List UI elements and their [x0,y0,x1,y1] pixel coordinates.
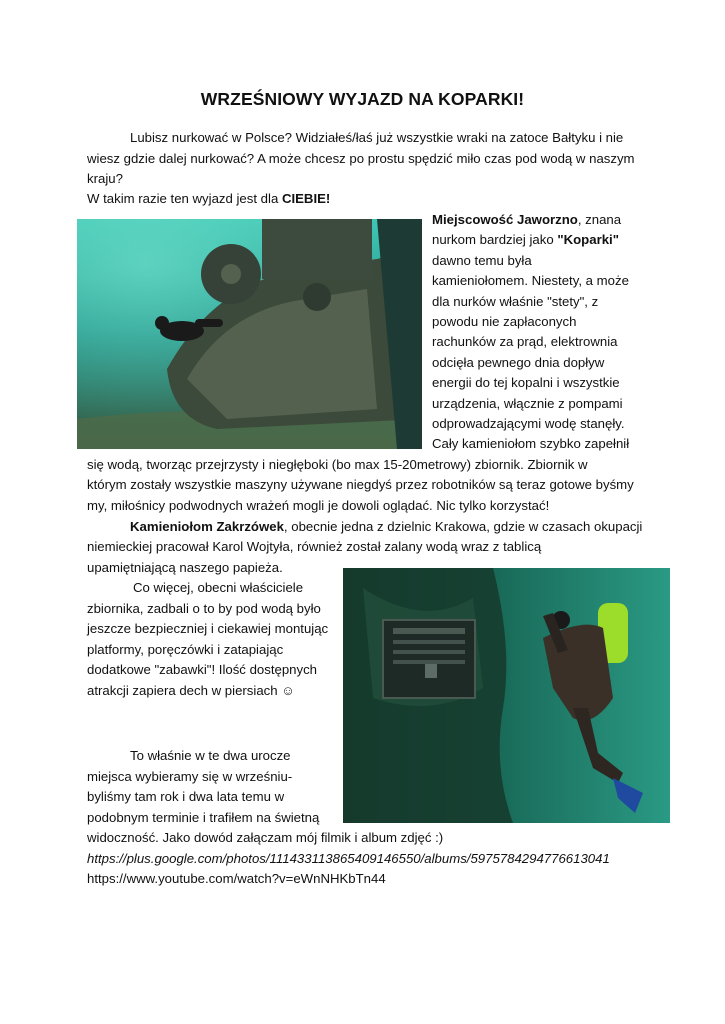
zakrzowek-line-1 [130,517,642,537]
zakrzowek-line-3: upamiętniającą naszego papieża. [87,560,283,575]
zakrzowek-line-1-rest: , obecnie jedna z dzielnic Krakowa, gdzie w czasach okupacji [283,519,643,534]
jaworzno-line-11: odprowadzającymi wodę stanęły. [432,416,625,431]
intro-line-3: kraju? [87,171,123,186]
intro-line-4-text: W takim razie ten wyjazd jest dla [87,191,282,206]
jaworzno-line-1 [432,210,621,230]
intro-line-1: Lubisz nurkować w Polsce? Widziałeś/łaś już wszystkie wraki na zatoce Bałtyku i nie [130,130,624,145]
outro-line-2: miejsca wybieramy się w wrześniu- [87,769,293,784]
jaworzno-line-14: którym zostały wszystkie maszyny używane niegdyś przez robotników są teraz gotowe byśmy [87,477,634,492]
koparki-emphasis: "Koparki" [557,232,619,247]
outro-line-5: widoczność. Jako dowód załączam mój filmik i album zdjęć :) [87,830,444,845]
zakrzowek-line-6: jeszcze bezpieczniej i ciekawiej montując [87,621,329,636]
jaworzno-line-10: urządzenia, włącznie z pompami [432,396,623,411]
zakrzowek-line-5: zbiornika, zadbali o to by pod wodą było [87,601,321,616]
jaworzno-line-13: się wodą, tworząc przejrzysty i niegłęboki (bo max 15-20metrowy) zbiornik. Zbiornik w [87,457,588,472]
jaworzno-line-9: energii do tej kopalni i wszystkie [432,375,620,390]
outro-line-4: podobnym terminie i trafiłem na świetną [87,810,320,825]
video-link[interactable]: https://www.youtube.com/watch?v=eWnNHKbTn44 [87,871,386,886]
intro-emphasis: CIEBIE! [281,191,331,206]
jaworzno-line-3: dawno temu była [432,253,532,268]
outro-line-3: byliśmy tam rok i dwa lata temu w [87,789,285,804]
jaworzno-line-2 [432,230,619,250]
jaworzno-line-5: dla nurków właśnie "stety", z [432,294,599,309]
jaworzno-place-name: Miejscowość Jaworzno [432,212,578,227]
jaworzno-line-8: odcięła pewnego dnia dopływ [432,355,605,370]
jaworzno-line-15: my, miłośnicy podwodnych wrażeń mogli je dowoli oglądać. Nic tylko korzystać! [87,498,550,513]
zakrzowek-line-9: atrakcji zapiera dech w piersiach ☺ [87,683,295,698]
jaworzno-line-4: kamieniołomem. Niestety, a może [432,273,629,288]
jaworzno-line-12: Cały kamieniołom szybko zapełnił [432,436,630,451]
zakrzowek-line-8: dodatkowe "zabawki"! Ilość dostępnych [87,662,318,677]
album-link[interactable]: https://plus.google.com/photos/111433113865409146550/albums/5975784294776613041 [87,851,610,866]
jaworzno-line-7: rachunków za prąd, elektrownia [432,334,618,349]
zakrzowek-line-4: Co więcej, obecni właściciele [133,580,304,595]
jaworzno-line-2-text: nurkom bardziej jako [432,232,558,247]
excavator-diver-photo [77,219,422,449]
zakrzowek-line-7: platformy, poręczówki i zatapiając [87,642,284,657]
jaworzno-line-6: powodu nie zapłaconych [432,314,577,329]
jaworzno-line-1-rest: , znana [577,212,622,227]
page-title: WRZEŚNIOWY WYJAZD NA KOPARKI! [200,89,525,109]
intro-line-4 [87,189,330,209]
zakrzowek-line-2: niemieckiej pracował Karol Wojtyła, również został zalany wodą wraz z tablicą [87,539,542,554]
plaque-diver-photo [343,568,670,823]
outro-line-1: To właśnie w te dwa urocze [130,748,291,763]
intro-line-2: wiesz gdzie dalej nurkować? A może chcesz po prostu spędzić miło czas pod wodą w naszym [87,151,635,166]
zakrzowek-place-name: Kamieniołom Zakrzówek [130,519,284,534]
